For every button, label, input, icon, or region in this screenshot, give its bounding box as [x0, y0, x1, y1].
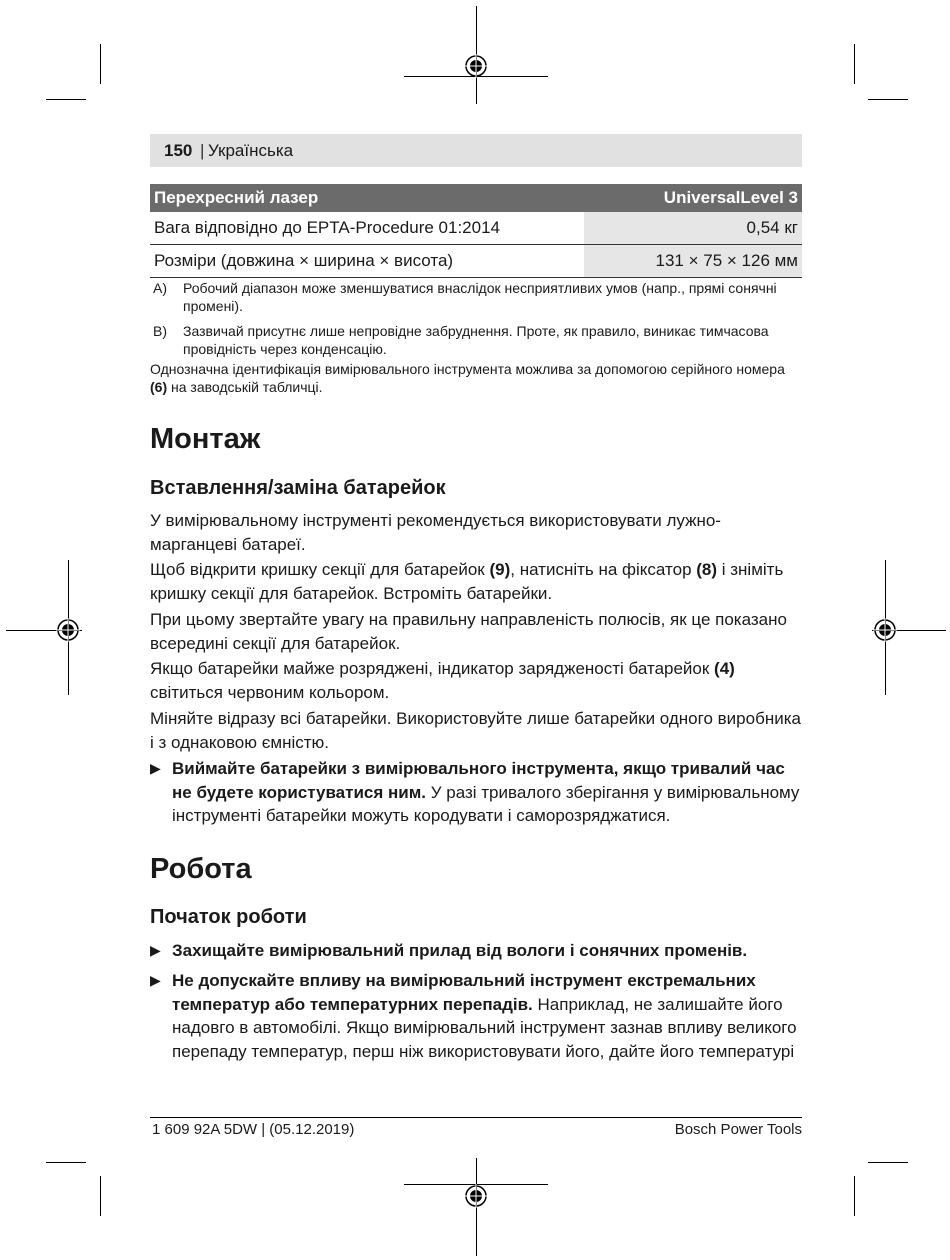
page-number: 150	[164, 141, 193, 160]
footnote-text: Робочий діапазон може зменшуватися внаслідок несприятливих умов (напр., прямі сонячні промені).	[183, 280, 777, 314]
footer-doc-id: 1 609 92A 5DW | (05.12.2019)	[152, 1121, 355, 1138]
registration-mark-icon	[873, 618, 897, 642]
paragraph: Міняйте відразу всі батарейки. Використовуйте лише батарейки одного виробника і з однаковою ємністю.	[150, 709, 801, 752]
crop-mark	[854, 1176, 855, 1216]
footer-brand: Bosch Power Tools	[674, 1121, 802, 1138]
bullet-triangle-icon: ▶	[150, 942, 161, 958]
paragraph-text: Якщо батарейки майже розряджені, індикатор зарядженості батарейок	[150, 659, 715, 678]
paragraph	[150, 657, 805, 704]
paragraph-text: світиться червоним кольором.	[150, 682, 390, 702]
warning-bold: Виймайте батарейки з вимірювального інструмента, якщо тривалий час не будете користуватися ним.	[172, 759, 785, 802]
spec-value: 0,54 кг	[584, 212, 802, 245]
footnote-text: Зазвичай присутнє лише непровідне забруднення. Проте, як правило, виникає тимчасова провідність через конденсацію.	[183, 323, 769, 357]
crop-mark	[46, 1162, 86, 1163]
warning-bold: Не допускайте впливу на вимірювальний інструмент екстремальних температур або температурних перепадів.	[172, 971, 756, 1014]
registration-mark-icon	[464, 54, 488, 78]
table-row	[150, 245, 802, 278]
paragraph-text: , натисніть на фіксатор	[510, 560, 697, 579]
spec-label: Вага відповідно до EPTA‑Procedure 01:2014	[150, 212, 584, 245]
spec-table-header	[150, 184, 802, 212]
reference-number: (6)	[150, 379, 168, 395]
crop-mark	[868, 1162, 908, 1163]
crop-mark	[100, 1176, 101, 1216]
warning-body: У разі тривалого зберігання у вимірювальному інструменті батарейки можуть кородувати і саморозряджатися.	[172, 782, 800, 825]
warning-bold: Захищайте вимірювальний прилад від вологи і сонячних променів.	[172, 941, 748, 960]
footnote-label: B)	[153, 323, 167, 339]
bullet-triangle-icon: ▶	[150, 760, 161, 776]
spec-label: Розміри (довжина × ширина × висота)	[150, 245, 584, 278]
subsection-title: Вставлення/заміна батарейок	[150, 477, 446, 499]
paragraph: При цьому звертайте увагу на правильну направленість полюсів, як це показано всередині секції для батарейок.	[150, 610, 787, 653]
spec-table	[150, 184, 802, 278]
section-title: Монтаж	[150, 423, 261, 455]
identification-paragraph	[150, 360, 805, 396]
footnote	[150, 322, 805, 358]
warning-text	[172, 757, 805, 828]
warning-text	[172, 939, 805, 963]
spec-header-left: Перехресний лазер	[150, 184, 584, 212]
section-title: Робота	[150, 853, 252, 885]
footnote	[150, 279, 805, 315]
header-separator: |	[200, 141, 205, 160]
registration-mark-icon	[56, 618, 80, 642]
reference-number: (4)	[714, 659, 735, 678]
paragraph-text: Щоб відкрити кришку секції для батарейок	[150, 560, 490, 579]
crop-mark	[46, 99, 86, 100]
footnote-label: A)	[153, 280, 167, 296]
crop-mark	[868, 99, 908, 100]
bullet-triangle-icon: ▶	[150, 972, 161, 988]
footer-rule	[150, 1117, 802, 1118]
registration-mark-icon	[464, 1184, 488, 1208]
identification-text: на заводській табличці.	[167, 379, 323, 395]
spec-value: 131 × 75 × 126 мм	[584, 245, 802, 278]
crop-mark	[854, 44, 855, 84]
reference-number: (9)	[489, 560, 511, 579]
identification-text: Однозначна ідентифікація вимірювального інструмента можлива за допомогою серійного номера	[150, 361, 785, 377]
paragraph-text: і зніміть кришку секції для батарейок. Встроміть батарейки.	[150, 560, 784, 603]
warning-text	[172, 969, 805, 1063]
reference-number: (8)	[696, 560, 718, 579]
spec-header-right: UniversalLevel 3	[584, 184, 802, 212]
paragraph	[150, 558, 805, 605]
subsection-title: Початок роботи	[150, 906, 307, 928]
page-language: Українська	[208, 141, 294, 160]
page-header	[150, 134, 802, 167]
crop-mark	[100, 44, 101, 84]
paragraph: У вимірювальному інструменті рекомендується використовувати лужно-марганцеві батареї.	[150, 511, 721, 554]
warning-body: Наприклад, не залишайте його надовго в автомобілі. Якщо вимірювальний інструмент зазнав впливу великого перепаду температур, перш ніж використовувати його, дайте його температурі	[172, 994, 797, 1061]
table-row	[150, 212, 802, 245]
